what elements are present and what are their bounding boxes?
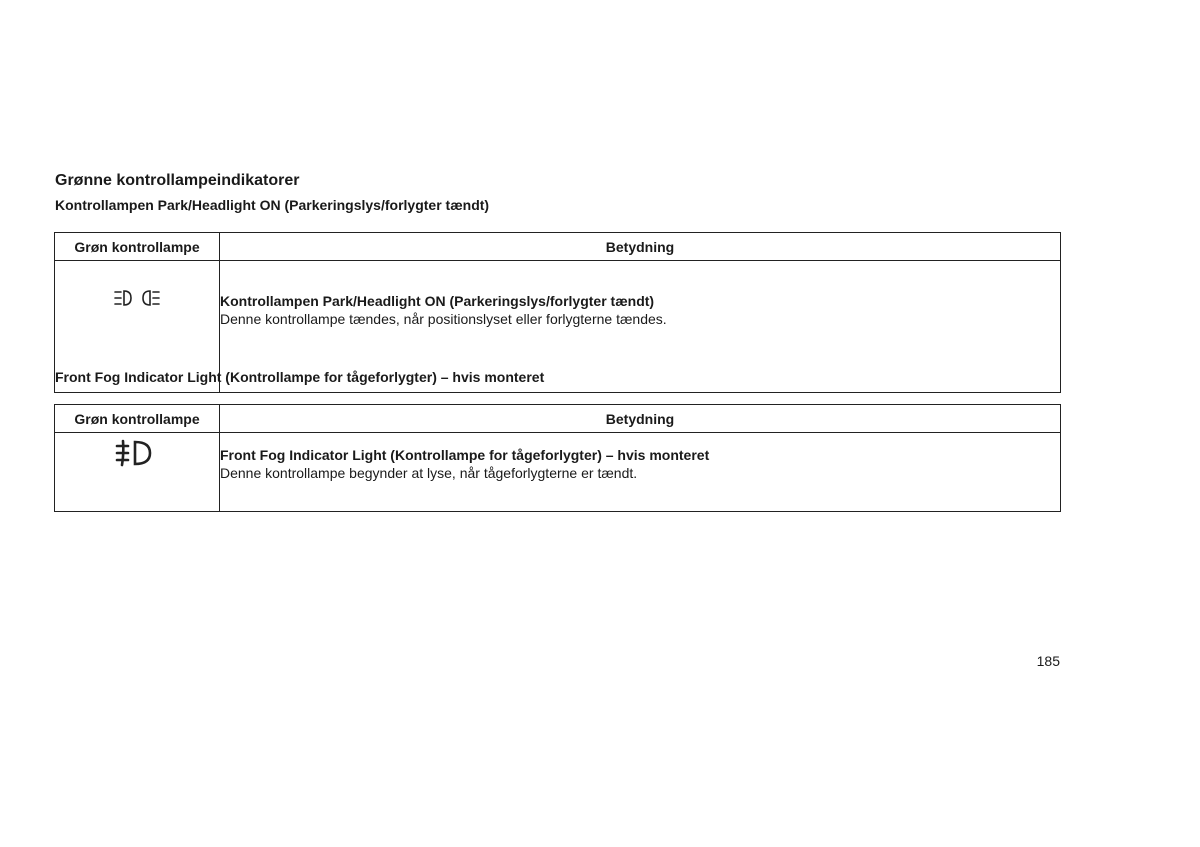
meaning-text: Denne kontrollampe tændes, når positionslyset eller forlygterne tændes. bbox=[220, 311, 667, 327]
meaning-text: Denne kontrollampe begynder at lyse, når tågeforlygterne er tændt. bbox=[220, 465, 638, 481]
front-fog-table bbox=[54, 404, 1061, 512]
column-header-meaning: Betydning bbox=[220, 233, 1061, 261]
front-fog-light-icon bbox=[114, 438, 160, 468]
meaning-title: Front Fog Indicator Light (Kontrollampe for tågeforlygter) – hvis monteret bbox=[220, 447, 710, 463]
table-header-row bbox=[55, 405, 1061, 433]
column-header-meaning: Betydning bbox=[220, 405, 1061, 433]
meaning-cell bbox=[220, 433, 1061, 512]
park-headlight-icon bbox=[113, 287, 161, 309]
column-header-lamp: Grøn kontrollampe bbox=[55, 405, 220, 433]
table-row bbox=[55, 433, 1061, 512]
lamp-icon-cell bbox=[55, 433, 220, 512]
meaning-title: Kontrollampen Park/Headlight ON (Parkeringslys/forlygter tændt) bbox=[220, 293, 655, 309]
section-front-fog-heading: Front Fog Indicator Light (Kontrollampe for tågeforlygter) – hvis monteret bbox=[55, 369, 545, 385]
section-park-headlight-heading: Kontrollampen Park/Headlight ON (Parkeringslys/forlygter tændt) bbox=[55, 197, 490, 213]
page-number: 185 bbox=[1036, 653, 1060, 669]
page-heading: Grønne kontrollampeindikatorer bbox=[55, 172, 300, 189]
column-header-lamp: Grøn kontrollampe bbox=[55, 233, 220, 261]
table-header-row bbox=[55, 233, 1061, 261]
